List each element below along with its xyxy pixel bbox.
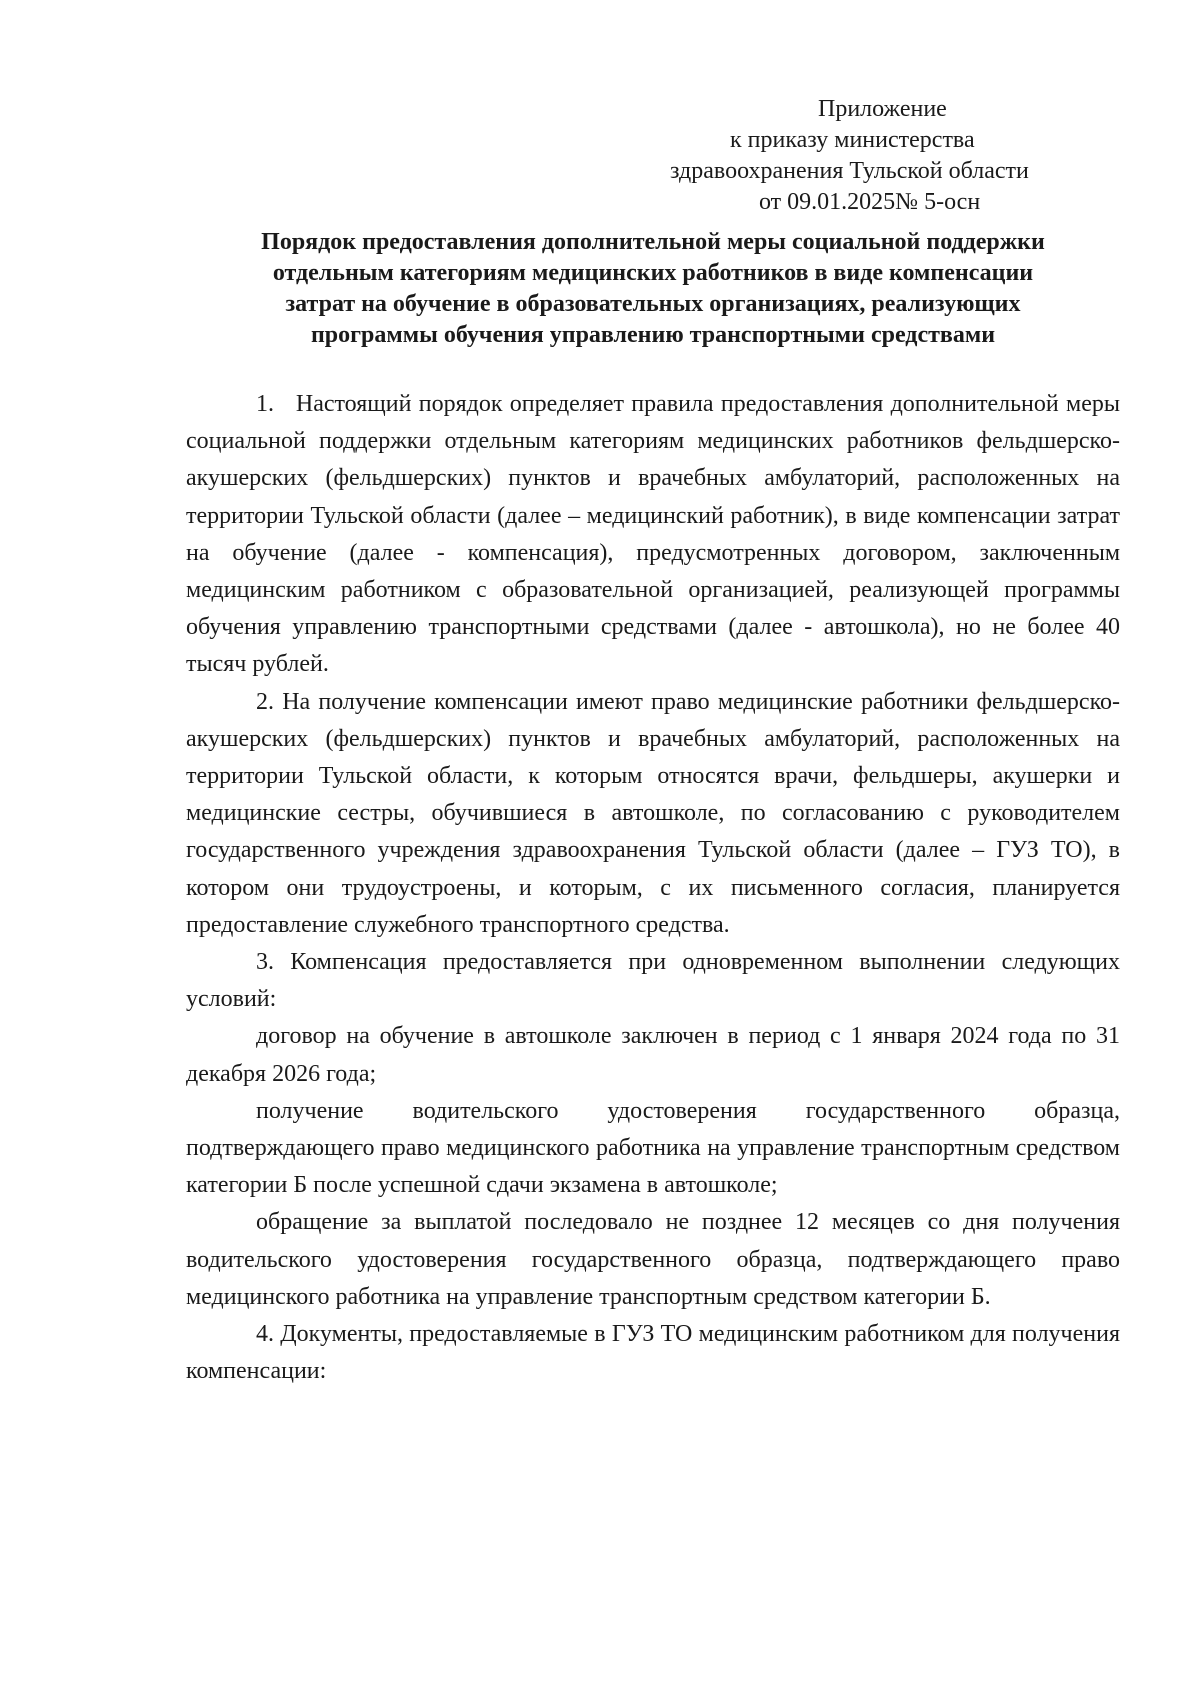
title-line: Порядок предоставления дополнительной меры социальной поддержки: [261, 229, 1045, 255]
document-title: [186, 227, 1120, 351]
paragraph-4: 4. Документы, предоставляемые в ГУЗ ТО медицинским работником для получения компенсации:: [186, 1321, 1120, 1385]
annex-line: здравоохранения Тульской области: [670, 158, 1029, 184]
annex-header: [640, 94, 1080, 218]
paragraph-2: 2. На получение компенсации имеют право медицинские работники фельдшерско-акушерских (фельдшерских) пунктов и врачебных амбулаторий, расположенных на территории Тульской области, к которым относятся врачи, фельдшеры, акушерки и медицинские сестры, обучившиеся в автошколе, по согласованию с руководителем государственного учреждения здравоохранения Тульской области (далее – ГУЗ ТО), в котором они трудоустроены, и которым, с их письменного согласия, планируется предоставление служебного транспортного средства.: [186, 688, 1120, 938]
annex-date-number: от 09.01.2025№ 5-осн: [759, 189, 981, 215]
annex-line: Приложение: [818, 96, 947, 122]
title-line: отдельным категориям медицинских работников в виде компенсации: [272, 260, 1034, 286]
paragraph-1: 1. Настоящий порядок определяет правила предоставления дополнительной меры социальной поддержки отдельным категориям медицинских работников фельдшерско-акушерских (фельдшерских) пунктов и врачебных амбулаторий, расположенных на территории Тульской области (далее – медицинский работник), в виде компенсации затрат на обучение (далее - компенсация), предусмотренных договором, заключенным медицинским работником с образовательной организацией, реализующей программы обучения управлению транспортными средствами (далее - автошкола), но не более 40 тысяч рублей.: [186, 391, 1120, 678]
condition-item: обращение за выплатой последовало не позднее 12 месяцев со дня получения водительского удостоверения государственного образца, подтверждающего право медицинского работника на управление транспортным средством категории Б.: [186, 1209, 1120, 1310]
condition-item: получение водительского удостоверения государственного образца, подтверждающего право медицинского работника на управление транспортным средством категории Б после успешной сдачи экзамена в автошколе;: [186, 1097, 1120, 1199]
title-line: затрат на обучение в образовательных организациях, реализующих: [285, 291, 1021, 317]
document-body: [186, 386, 1120, 1390]
title-line: программы обучения управлению транспортными средствами: [310, 322, 996, 348]
paragraph-3: 3. Компенсация предоставляется при одновременном выполнении следующих условий:: [186, 949, 1120, 1013]
annex-line: к приказу министерства: [730, 127, 975, 153]
condition-item: договор на обучение в автошколе заключен в период с 1 января 2024 года по 31 декабря 2026 года;: [186, 1023, 1120, 1087]
